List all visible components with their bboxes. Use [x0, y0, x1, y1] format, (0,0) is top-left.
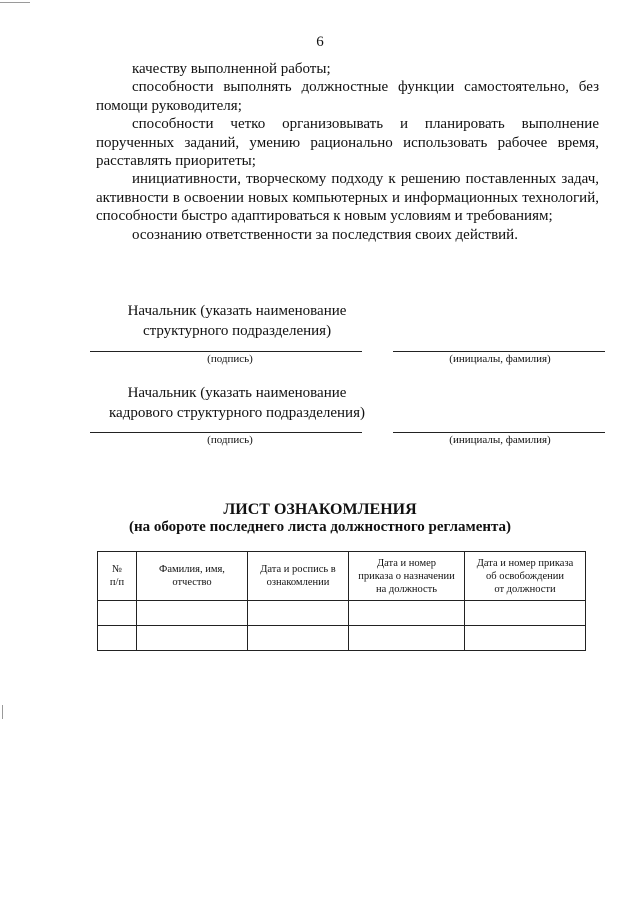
- table-cell: [98, 601, 137, 626]
- table-cell: [349, 601, 465, 626]
- acknowledgement-table: [97, 551, 586, 651]
- signature-line: [90, 351, 362, 352]
- table-row: [98, 626, 586, 651]
- table-header-row: [98, 552, 586, 601]
- paragraph: способности выполнять должностные функции самостоятельно, без помощи руководителя;: [96, 79, 599, 114]
- table-cell: [349, 626, 465, 651]
- paragraph: осознанию ответственности за последствия своих действий.: [132, 226, 518, 243]
- signature-title: [90, 301, 384, 341]
- signature-title-line: Начальник (указать наименование: [127, 385, 347, 401]
- signature-caption: (подпись): [207, 434, 253, 446]
- column-header-signature-date: Дата и роспись в ознакомлении: [248, 552, 349, 601]
- column-header-appointment-order: Дата и номер приказа о назначении на должность: [349, 552, 465, 601]
- signature-title-line: структурного подразделения): [142, 323, 332, 339]
- signature-title: [90, 383, 384, 423]
- table-cell: [465, 626, 586, 651]
- body-text: [96, 60, 599, 244]
- table-row: [98, 601, 586, 626]
- signature-title-line: Начальник (указать наименование: [127, 303, 347, 319]
- table-cell: [137, 601, 248, 626]
- table-cell: [137, 626, 248, 651]
- name-caption: (инициалы, фамилия): [449, 353, 551, 365]
- column-header-dismissal-order: Дата и номер приказа об освобождении от должности: [465, 552, 586, 601]
- signature-title-line: кадрового структурного подразделения): [109, 405, 365, 421]
- page-number: 6: [316, 34, 324, 50]
- paragraph: качеству выполненной работы;: [132, 61, 331, 77]
- name-line: [393, 432, 605, 433]
- signature-caption: (подпись): [207, 353, 253, 365]
- paragraph: инициативности, творческому подходу к решению поставленных задач, активности в освоении новых компьютерных и информационных технологий, способности быстро адаптироваться к новым условиям и требованиям;: [96, 171, 599, 225]
- table-cell: [465, 601, 586, 626]
- scan-artifact: [0, 2, 30, 3]
- acknowledgement-title: ЛИСТ ОЗНАКОМЛЕНИЯ: [223, 501, 417, 518]
- column-header-number: № п/п: [98, 552, 137, 601]
- acknowledgement-subtitle: (на обороте последнего листа должностного регламента): [128, 519, 512, 535]
- table-cell: [248, 626, 349, 651]
- column-header-full-name: Фамилия, имя, отчество: [137, 552, 248, 601]
- table-cell: [98, 626, 137, 651]
- paragraph: способности четко организовывать и планировать выполнение порученных заданий, умению рационально использовать рабочее время, расставлять приоритеты;: [96, 116, 599, 170]
- signature-line: [90, 432, 362, 433]
- name-line: [393, 351, 605, 352]
- table-cell: [248, 601, 349, 626]
- scan-artifact: [2, 705, 3, 719]
- name-caption: (инициалы, фамилия): [449, 434, 551, 446]
